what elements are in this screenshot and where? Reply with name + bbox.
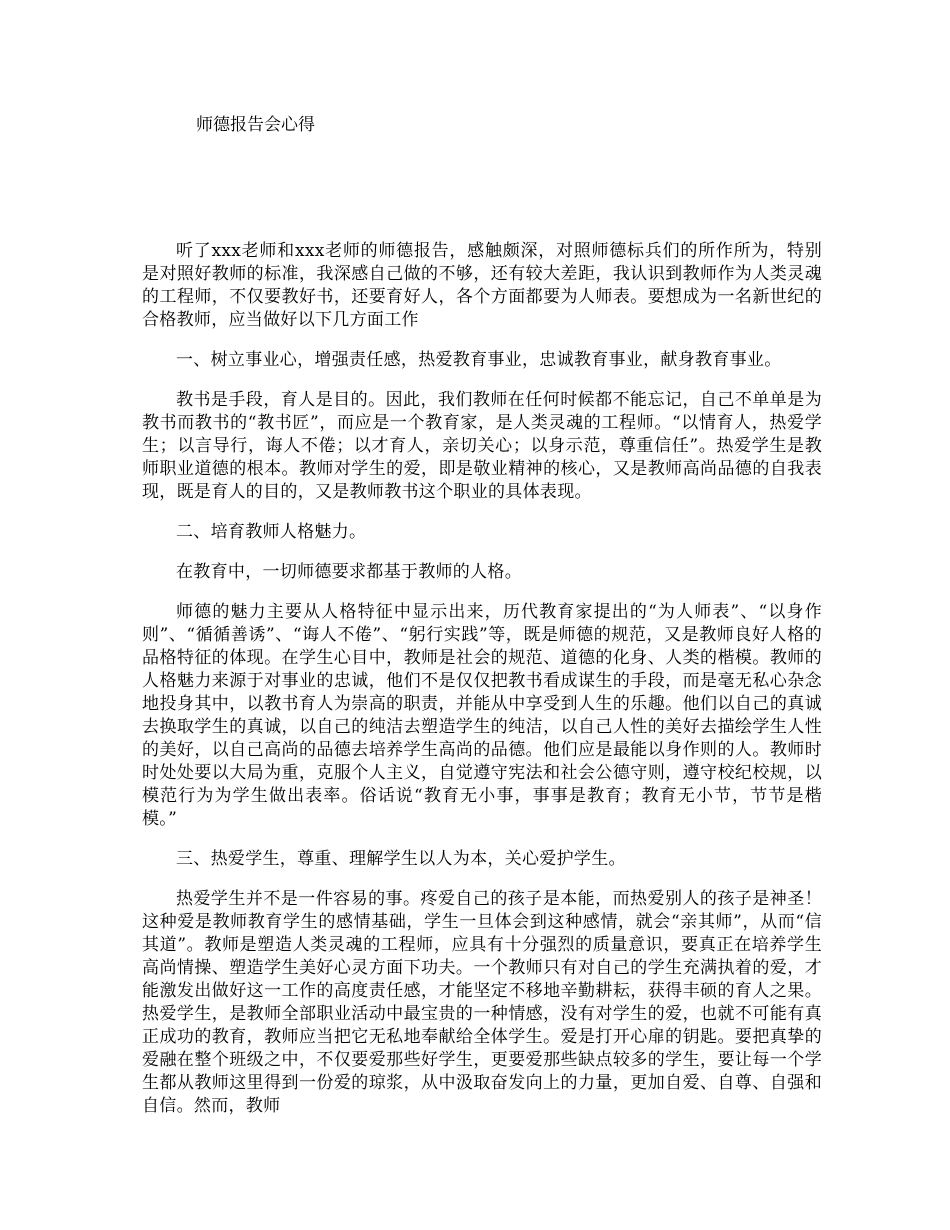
document-body <box>142 240 822 1118</box>
paragraph-section-3: 热爱学生并不是一件容易的事。疼爱自己的孩子是本能，而热爱别人的孩子是神圣！这种爱是教师教育学生的感情基础，学生一旦体会到这种感情，就会“亲其师”，从而“信其道”。教师是塑造人类灵魂的工程师，应具有十分强烈的质量意识，要真正在培养学生高尚情操、塑造学生美好心灵方面下功夫。一个教师只有对自己的学生充满执着的爱，才能激发出做好这一工作的高度责任感，才能坚定不移地辛勤耕耘，获得丰硕的育人之果。热爱学生，是教师全部职业活动中最宝贵的一种情感，没有对学生的爱，也就不可能有真正成功的教育，教师应当把它无私地奉献给全体学生。爱是打开心扉的钥匙。要把真挚的爱融在整个班级之中，不仅要爱那些好学生，更要爱那些缺点较多的学生，要让每一个学生都从教师这里得到一份爱的琼浆，从中汲取奋发向上的力量，更加自爱、自尊、自强和自信。然而，教师 <box>142 889 822 1116</box>
section-heading-3: 三、热爱学生，尊重、理解学生以人为本，关心爱护学生。 <box>176 849 626 869</box>
paragraph-section-1: 教书是手段，育人是目的。因此，我们教师在任何时候都不能忘记，自己不单单是为教书而教书的“教书匠”，而应是一个教育家，是人类灵魂的工程师。“以情育人，热爱学生；以言导行，诲人不倦；以才育人，亲切关心；以身示范，尊重信任”。热爱学生是教师职业道德的根本。教师对学生的爱，即是敬业精神的核心，又是教师高尚品德的自我表现，既是育人的目的，又是教师教书这个职业的具体表现。 <box>142 390 822 502</box>
paragraph-section-2-body: 师德的魅力主要从人格特征中显示出来，历代教育家提出的“为人师表”、“以身作则”、“循循善诱”、“诲人不倦”、“躬行实践”等，既是师德的规范，又是教师良好人格的品格特征的体现。在学生心目中，教师是社会的规范、道德的化身、人类的楷模。教师的人格魅力来源于对事业的忠诚，他们不是仅仅把教书看成谋生的手段，而是毫无私心杂念地投身其中，以教书育人为崇高的职责，并能从中享受到人生的乐趣。他们以自己的真诚去换取学生的真诚，以自己的纯洁去塑造学生的纯洁，以自己人性的美好去描绘学生人性的美好，以自己高尚的品德去培养学生高尚的品德。他们应是最能以身作则的人。教师时时处处要以大局为重，克服个人主义，自觉遵守宪法和社会公德守则，遵守校纪校规，以模范行为为学生做出表率。俗话说“教育无小事，事事是教育；教育无小节，节节是楷模。” <box>142 602 822 829</box>
document-title: 师德报告会心得 <box>196 115 315 135</box>
section-heading-2: 二、培育教师人格魅力。 <box>176 522 367 542</box>
paragraph-intro: 听了xxx老师和xxx老师的师德报告，感触颇深，对照师德标兵们的所作所为，特别是对照好教师的标准，我深感自己做的不够，还有较大差距，我认识到教师作为人类灵魂的工程师，不仅要教好书，还要育好人，各个方面都要为人师表。要想成为一名新世纪的合格教师，应当做好以下几方面工作 <box>142 241 822 330</box>
paragraph-section-2-intro: 在教育中，一切师德要求都基于教师的人格。 <box>176 562 522 582</box>
section-heading-1: 一、树立事业心，增强责任感，热爱教育事业，忠诚教育事业，献身教育事业。 <box>176 350 782 370</box>
